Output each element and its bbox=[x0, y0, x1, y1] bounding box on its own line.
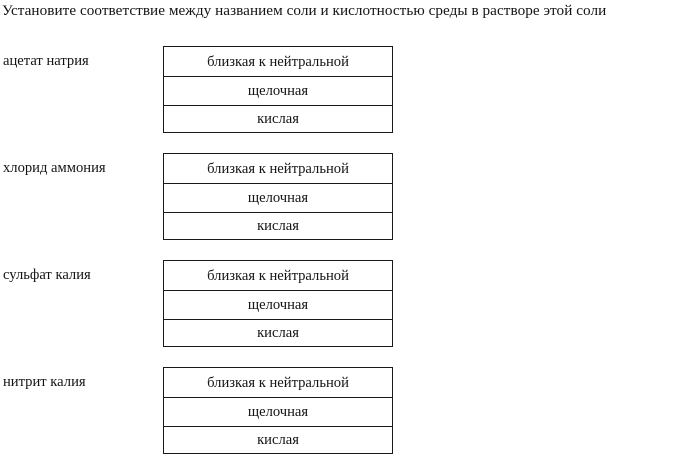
option-3-acidic[interactable]: кислая bbox=[164, 319, 392, 346]
option-box-1 bbox=[163, 46, 393, 133]
option-3-neutral[interactable]: близкая к нейтральной bbox=[164, 261, 392, 290]
option-2-acidic[interactable]: кислая bbox=[164, 212, 392, 239]
option-box-4 bbox=[163, 367, 393, 454]
match-term-2: хлорид аммония bbox=[3, 159, 106, 176]
match-term-3: сульфат калия bbox=[3, 266, 91, 283]
option-1-neutral[interactable]: близкая к нейтральной bbox=[164, 47, 392, 76]
match-group-3 bbox=[0, 260, 688, 347]
option-4-acidic[interactable]: кислая bbox=[164, 426, 392, 453]
option-1-acidic[interactable]: кислая bbox=[164, 105, 392, 132]
match-group-4 bbox=[0, 367, 688, 454]
match-term-4: нитрит калия bbox=[3, 373, 86, 390]
option-box-2 bbox=[163, 153, 393, 240]
match-term-1: ацетат натрия bbox=[3, 52, 89, 69]
option-2-alkaline[interactable]: щелочная bbox=[164, 183, 392, 212]
option-box-3 bbox=[163, 260, 393, 347]
option-4-alkaline[interactable]: щелочная bbox=[164, 397, 392, 426]
question-prompt: Установите соответствие между названием соли и кислотностью среды в растворе этой соли bbox=[2, 2, 607, 19]
option-2-neutral[interactable]: близкая к нейтральной bbox=[164, 154, 392, 183]
option-1-alkaline[interactable]: щелочная bbox=[164, 76, 392, 105]
option-3-alkaline[interactable]: щелочная bbox=[164, 290, 392, 319]
option-4-neutral[interactable]: близкая к нейтральной bbox=[164, 368, 392, 397]
match-group-2 bbox=[0, 153, 688, 240]
match-group-1 bbox=[0, 46, 688, 133]
